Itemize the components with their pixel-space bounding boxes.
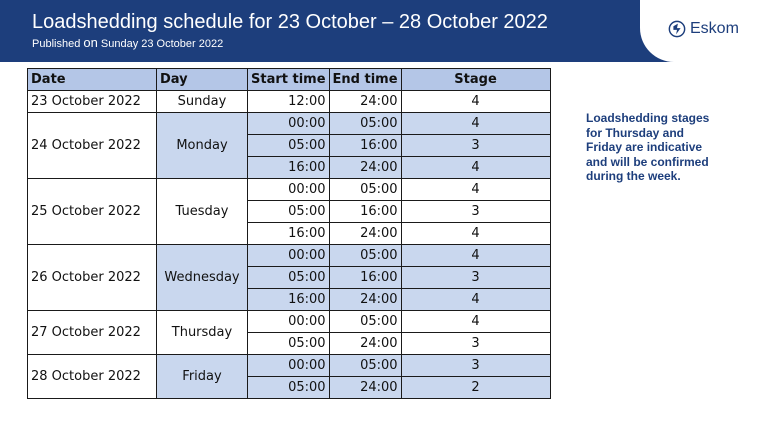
- end-time-cell: 16:00: [329, 135, 401, 157]
- start-time-cell: 05:00: [248, 333, 330, 355]
- published-date: [32, 36, 223, 51]
- day-cell: Tuesday: [157, 179, 248, 245]
- published-on: on: [83, 35, 98, 50]
- end-time-cell: 05:00: [329, 311, 401, 333]
- stage-cell: 3: [401, 355, 550, 377]
- start-time-cell: 00:00: [248, 179, 330, 201]
- table-row: [28, 355, 551, 377]
- date-cell: 24 October 2022: [28, 113, 157, 179]
- table-row: [28, 113, 551, 135]
- stage-cell: 4: [401, 223, 550, 245]
- note-line: Loadshedding stages: [586, 111, 710, 125]
- start-time-cell: 16:00: [248, 223, 330, 245]
- column-header-end-time: End time: [329, 69, 401, 91]
- end-time-cell: 24:00: [329, 377, 401, 399]
- end-time-cell: 05:00: [329, 355, 401, 377]
- column-header-day: Day: [157, 69, 248, 91]
- date-cell: 28 October 2022: [28, 355, 157, 399]
- stage-cell: 4: [401, 311, 550, 333]
- loadshedding-schedule-table: [27, 68, 551, 399]
- column-header-stage: Stage: [401, 69, 550, 91]
- table-header-row: [28, 69, 551, 91]
- day-cell: Sunday: [157, 91, 248, 113]
- start-time-cell: 05:00: [248, 201, 330, 223]
- eskom-logo-text: Eskom: [690, 20, 739, 37]
- end-time-cell: 05:00: [329, 245, 401, 267]
- start-time-cell: 00:00: [248, 311, 330, 333]
- note-line: during the week.: [586, 169, 681, 183]
- start-time-cell: 16:00: [248, 289, 330, 311]
- end-time-cell: 05:00: [329, 113, 401, 135]
- stage-cell: 4: [401, 113, 550, 135]
- date-cell: 27 October 2022: [28, 311, 157, 355]
- indicative-stages-note: [586, 111, 756, 184]
- table-row: [28, 91, 551, 113]
- end-time-cell: 24:00: [329, 91, 401, 113]
- stage-cell: 3: [401, 267, 550, 289]
- start-time-cell: 00:00: [248, 113, 330, 135]
- stage-cell: 3: [401, 201, 550, 223]
- start-time-cell: 05:00: [248, 267, 330, 289]
- date-cell: 26 October 2022: [28, 245, 157, 311]
- start-time-cell: 00:00: [248, 355, 330, 377]
- end-time-cell: 24:00: [329, 157, 401, 179]
- table-row: [28, 245, 551, 267]
- column-header-date: Date: [28, 69, 157, 91]
- end-time-cell: 24:00: [329, 333, 401, 355]
- published-prefix: Published: [32, 38, 84, 50]
- note-line: Friday are indicative: [586, 140, 703, 154]
- start-time-cell: 12:00: [248, 91, 330, 113]
- end-time-cell: 16:00: [329, 201, 401, 223]
- table-row: [28, 311, 551, 333]
- stage-cell: 2: [401, 377, 550, 399]
- table-row: [28, 179, 551, 201]
- day-cell: Monday: [157, 113, 248, 179]
- stage-cell: 3: [401, 333, 550, 355]
- note-line: and will be confirmed: [586, 154, 709, 169]
- stage-cell: 4: [401, 179, 550, 201]
- end-time-cell: 24:00: [329, 289, 401, 311]
- start-time-cell: 16:00: [248, 157, 330, 179]
- page-title: Loadshedding schedule for 23 October – 28 October 2022: [32, 11, 548, 33]
- stage-cell: 4: [401, 289, 550, 311]
- date-cell: 23 October 2022: [28, 91, 157, 113]
- end-time-cell: 24:00: [329, 223, 401, 245]
- eskom-logo: [668, 20, 739, 38]
- stage-cell: 4: [401, 157, 550, 179]
- end-time-cell: 16:00: [329, 267, 401, 289]
- day-cell: Friday: [157, 355, 248, 399]
- day-cell: Wednesday: [157, 245, 248, 311]
- note-line: for Thursday and: [586, 125, 685, 140]
- column-header-start-time: Start time: [248, 69, 330, 91]
- start-time-cell: 05:00: [248, 377, 330, 399]
- stage-cell: 3: [401, 135, 550, 157]
- published-rest: Sunday 23 October 2022: [97, 38, 224, 50]
- stage-cell: 4: [401, 245, 550, 267]
- end-time-cell: 05:00: [329, 179, 401, 201]
- date-cell: 25 October 2022: [28, 179, 157, 245]
- start-time-cell: 00:00: [248, 245, 330, 267]
- header-banner: [0, 0, 768, 62]
- eskom-logo-icon: [668, 20, 686, 38]
- start-time-cell: 05:00: [248, 135, 330, 157]
- day-cell: Thursday: [157, 311, 248, 355]
- stage-cell: 4: [401, 91, 550, 113]
